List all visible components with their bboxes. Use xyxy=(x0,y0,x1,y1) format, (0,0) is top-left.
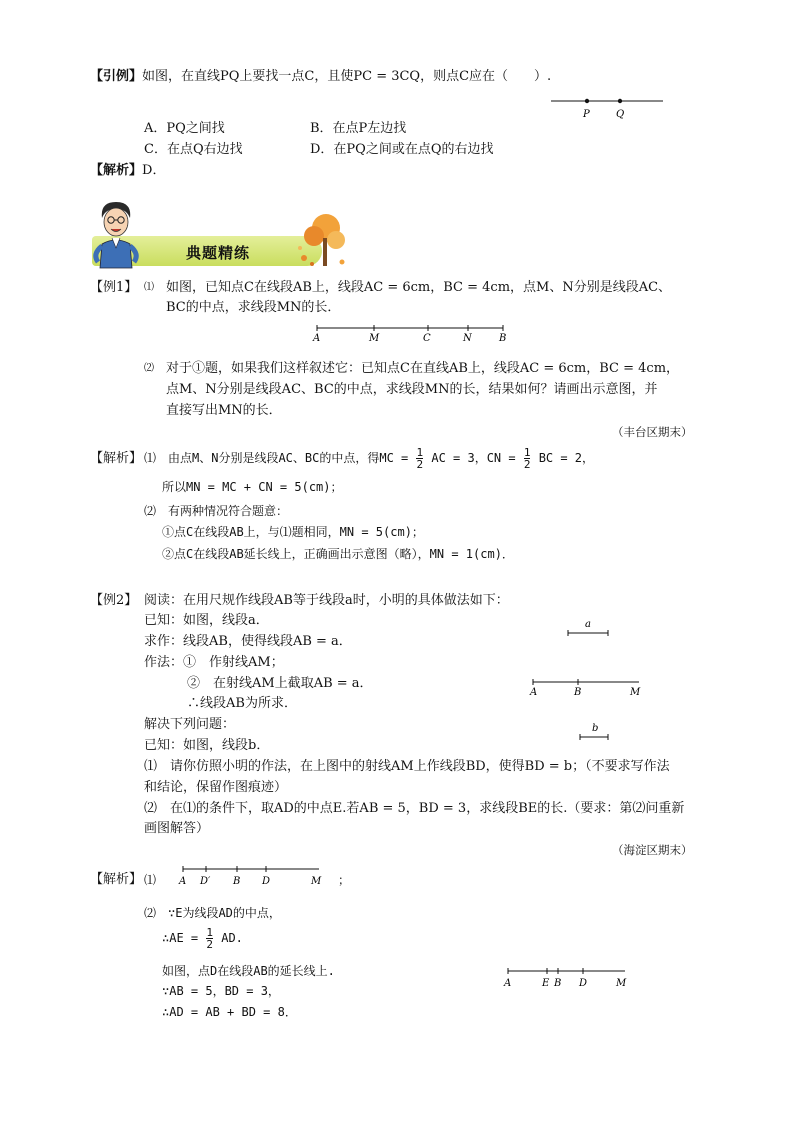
ex2-sol2-figure xyxy=(504,964,634,990)
autumn-tree-icon xyxy=(292,210,350,270)
ex2-sol2-m: M xyxy=(616,978,627,989)
ex1-part2-line2: 点M、N分别是线段AC、BC的中点，求线段MN的长，结果如何？请画出示意图，并 xyxy=(166,382,658,397)
ex2-fig-a-label: a xyxy=(585,619,591,630)
ex2-line8: 已知：如图，线段b． xyxy=(144,738,270,753)
ex1-solution-line4: ①点C在线段AB上，与⑴题相同，MN = 5(cm)； xyxy=(162,525,424,539)
ex1-solution-line2: 所以MN = MC + CN = 5(cm)； xyxy=(162,480,343,494)
ex2-ray-am xyxy=(530,676,650,698)
ex1-fig-n: N xyxy=(463,333,472,344)
ex2-ray-a: A xyxy=(530,687,538,698)
teacher-cartoon-icon xyxy=(90,198,140,272)
ex2-line6: ∴线段AB为所求． xyxy=(187,696,297,711)
ex2-sol2-b: B xyxy=(554,978,562,989)
fraction-half xyxy=(206,927,213,950)
ex2-sol2-line3: 如图，点D在线段AB的延长线上. xyxy=(162,964,335,978)
ex2-sol2-line2 xyxy=(162,923,243,953)
ex1-part2-line3: 直接写出MN的长． xyxy=(166,403,282,418)
ex2-sol2-line1: ⑵ ∵E为线段AD的中点， xyxy=(144,906,281,920)
ex2-line11: ⑵ 在⑴的条件下，取AD的中点E.若AB = 5，BD = 3，求线段BE的长.（要求：第⑵问重新 xyxy=(144,801,685,816)
ex2-sol1-dprime: D′ xyxy=(200,876,211,887)
section-title: 典题精练 xyxy=(186,244,251,262)
ex1-fig-m: M xyxy=(369,333,380,344)
fraction-half xyxy=(524,447,531,470)
intro-answer-text: D． xyxy=(142,163,166,178)
fraction-den: 2 xyxy=(523,458,531,471)
option-d: D．在PQ之间或在点Q的右边找 xyxy=(310,142,494,157)
ex1-fig-b: B xyxy=(499,333,507,344)
ex2-sol1-b: B xyxy=(233,876,241,887)
ex1-solution-label: 【解析】 xyxy=(90,451,143,466)
ex2-sol2-e: E xyxy=(542,978,550,989)
ex2-ray-m: M xyxy=(630,687,641,698)
ex2-sol1-m: M xyxy=(311,876,322,887)
intro-figure xyxy=(548,94,668,122)
ex1-part2-line1: 对于①题，如果我们这样叙述它：已知点C在直线AB上，线段AC = 6cm，BC = 4cm， xyxy=(166,361,680,376)
ex1-label: 【例1】 xyxy=(90,280,138,295)
intro-question-text: 如图，在直线PQ上要找一点C，且使PC = 3CQ，则点C应在（ ）. xyxy=(142,69,552,84)
fraction-den: 2 xyxy=(206,938,213,951)
ex2-segment-b xyxy=(578,722,612,742)
ex2-line1: 阅读：在用尺规作线段AB等于线段a时，小明的具体做法如下： xyxy=(144,593,509,608)
ex2-line4: 作法：① 作射线AM； xyxy=(144,655,284,670)
fraction-num: 1 xyxy=(416,446,424,459)
ex1-solution-line1 xyxy=(144,443,594,473)
ex2-sol2-d: D xyxy=(579,978,588,989)
ex1-part1-number: ⑴ xyxy=(144,282,154,293)
intro-fig-label-1: Q xyxy=(616,109,625,120)
ex2-segment-a xyxy=(566,618,612,638)
intro-label: 【引例】 xyxy=(90,69,143,84)
ex2-sol2-line2a: ∴AE = xyxy=(162,931,199,945)
ex1-part1-line2: BC的中点，求线段MN的长． xyxy=(166,300,341,315)
point-q xyxy=(618,99,622,103)
ex1-fig-a: A xyxy=(313,333,321,344)
fraction-num: 1 xyxy=(206,926,213,939)
ex2-sol1-figure xyxy=(176,862,326,888)
ex2-sol1-a: A xyxy=(179,876,187,887)
ex1-solution-line5: ②点C在线段AB延长线上，正确画出示意图（略），MN = 1(cm)． xyxy=(162,547,514,561)
ex1-figure xyxy=(312,322,512,344)
ex2-line2: 已知：如图，线段a． xyxy=(144,613,269,628)
fraction-den: 2 xyxy=(416,458,424,471)
ex1-sol1-a: ⑴ 由点M、N分别是线段AC、BC的中点，得MC = xyxy=(144,451,409,465)
ex2-sol1-tail: ； xyxy=(338,873,351,887)
intro-answer xyxy=(90,162,165,180)
ex1-source: （丰台区期末） xyxy=(612,425,693,439)
fraction-half xyxy=(416,447,423,470)
intro-fig-label-0: P xyxy=(583,109,590,120)
ex2-sol1-number: ⑴ xyxy=(144,873,157,887)
intro-question xyxy=(90,68,551,86)
ex2-line10: 和结论，保留作图痕迹） xyxy=(144,780,288,795)
option-c: C．在点Q右边找 xyxy=(144,142,243,157)
fraction-num: 1 xyxy=(523,446,531,459)
ex2-line9: ⑴ 请你仿照小明的作法，在上图中的射线AM上作线段BD，使得BD = b；（不要求写作法 xyxy=(144,759,670,774)
ex2-line12: 画图解答） xyxy=(144,821,210,836)
ex1-fig-c: C xyxy=(423,333,431,344)
ex1-sol1-b: AC = 3，CN = xyxy=(431,451,516,465)
ex2-label: 【例2】 xyxy=(90,593,138,608)
ex2-sol2-line5: ∴AD = AB + BD = 8． xyxy=(162,1005,297,1019)
ex2-sol2-line2b: AD. xyxy=(221,931,243,945)
option-b: B．在点P左边找 xyxy=(310,121,407,136)
ex2-sol1-d: D xyxy=(262,876,271,887)
ex2-fig-b-label: b xyxy=(592,723,599,734)
ex2-line5: ② 在射线AM上截取AB = a． xyxy=(187,676,373,691)
ex2-sol2-a: A xyxy=(504,978,512,989)
intro-answer-label: 【解析】 xyxy=(90,163,143,178)
ex2-ray-b: B xyxy=(574,687,582,698)
point-p xyxy=(585,99,589,103)
ex2-solution-label: 【解析】 xyxy=(90,872,143,887)
ex2-line3: 求作：线段AB，使得线段AB = a． xyxy=(144,634,352,649)
option-a: A．PQ之间找 xyxy=(144,121,225,136)
ex1-sol1-c: BC = 2， xyxy=(538,451,595,465)
ex2-line7: 解决下列问题： xyxy=(144,717,236,732)
ex2-sol2-line4: ∵AB = 5，BD = 3， xyxy=(162,984,280,998)
ex1-part1-line1: 如图，已知点C在线段AB上，线段AC = 6cm，BC = 4cm，点M、N分别是线段AC、 xyxy=(166,280,672,295)
ex1-solution-line3: ⑵ 有两种情况符合题意： xyxy=(144,504,289,518)
ex2-source: （海淀区期末） xyxy=(612,843,693,857)
ex1-part2-number: ⑵ xyxy=(144,363,154,374)
